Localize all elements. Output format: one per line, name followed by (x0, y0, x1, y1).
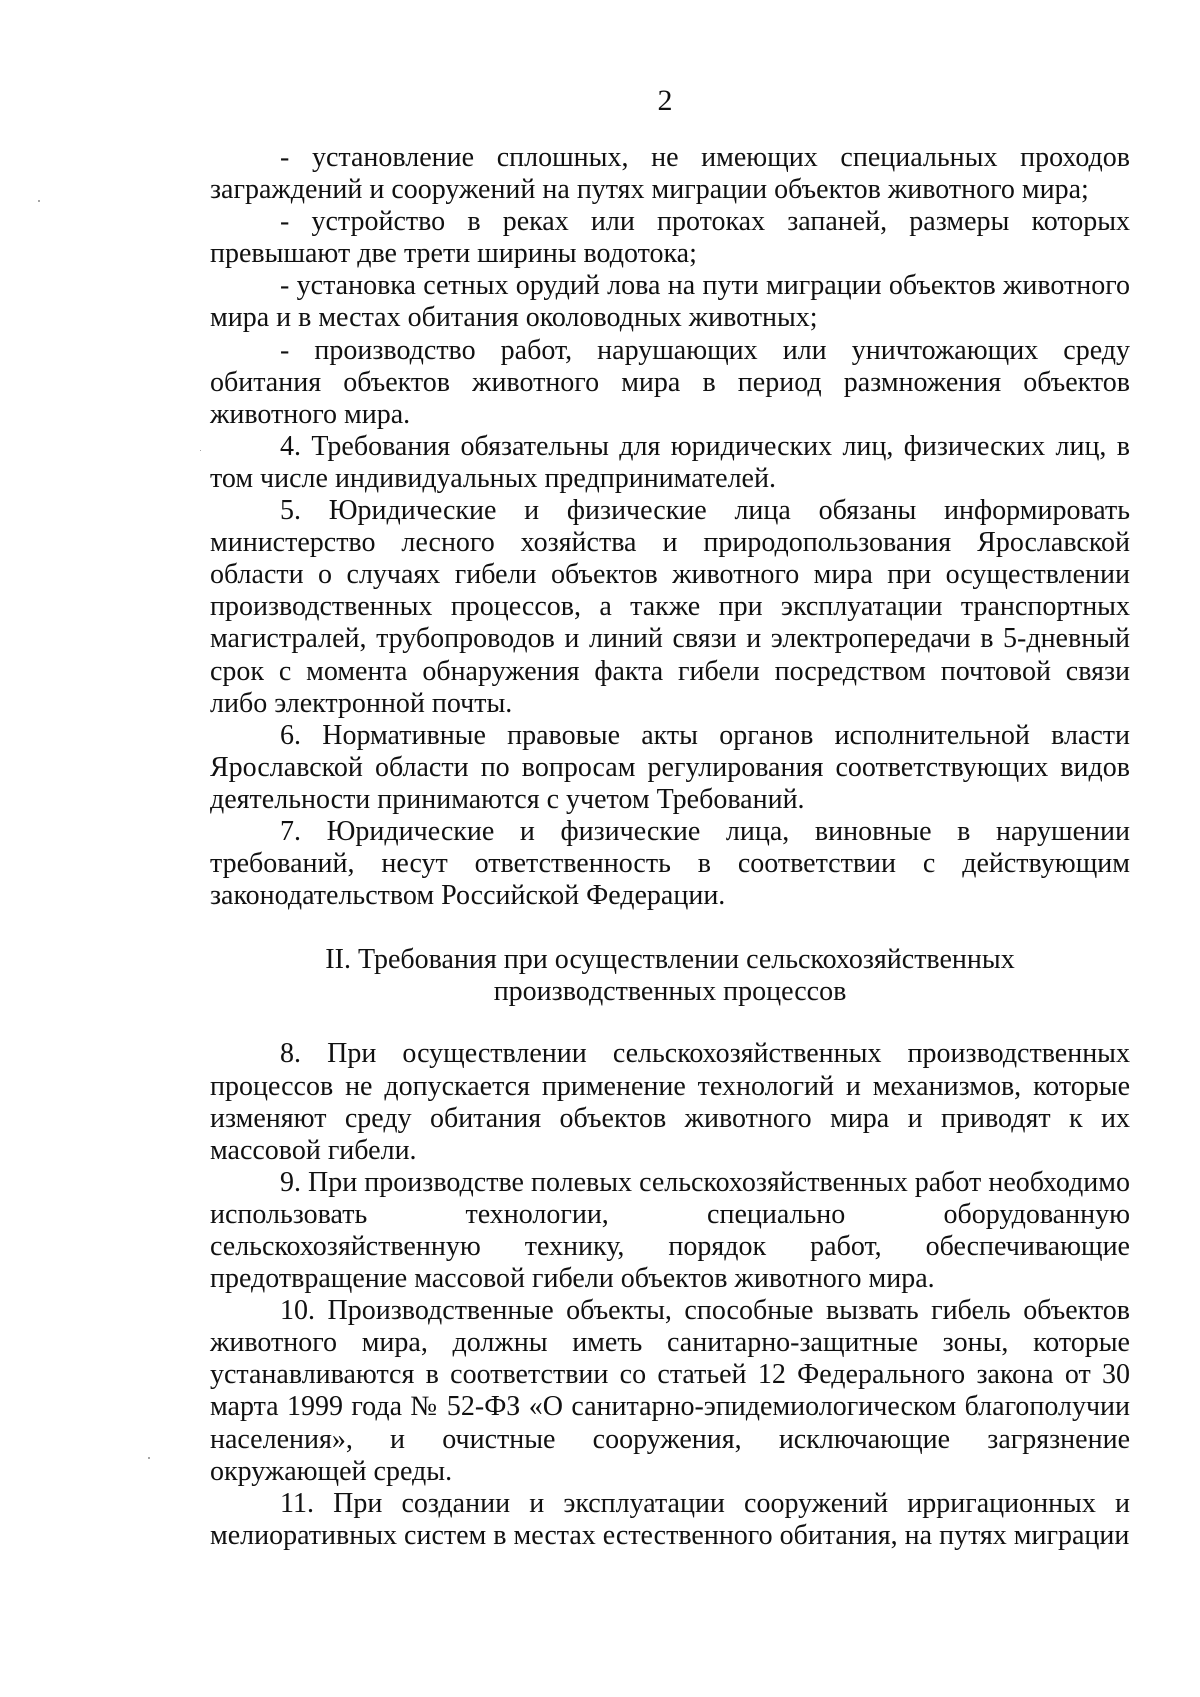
clause-5: 5. Юридические и физические лица обязаны информировать министерство лесного хозяйства и природопользования Ярославской области о случаях гибели объектов животного мира при осуществлении производственных процессов, а также при эксплуатации транспортных магистралей, трубопроводов и линий связи и электропередачи в 5-дневный срок с момента обнаружения факта гибели посредством почтовой связи либо электронной почты. (210, 495, 1130, 719)
list-item-works: - производство работ, нарушающих или уничтожающих среду обитания объектов животного мира в период размножения объектов животного мира. (210, 334, 1130, 430)
clause-8: 8. При осуществлении сельскохозяйственных производственных процессов не допускается применение технологий и механизмов, которые изменяют среду обитания объектов животного мира и приводят к их массовой гибели. (210, 1038, 1130, 1166)
page-number: 2 (657, 84, 673, 117)
clause-7: 7. Юридические и физические лица, виновные в нарушении требований, несут ответственность в соответствии с действующим законодательством Российской Федерации. (210, 815, 1130, 912)
section-heading (210, 944, 1130, 1008)
clause-6: 6. Нормативные правовые акты органов исполнительной власти Ярославской области по вопросам регулирования соответствующих видов деятельности принимаются с учетом Требований. (210, 719, 1130, 815)
clause-10: 10. Производственные объекты, способные вызвать гибель объектов животного мира, должны иметь санитарно-защитные зоны, которые устанавливаются в соответствии со статьей 12 Федерального закона от 30 марта 1999 года № 52-ФЗ «О санитарно-эпидемиологическом благополучии населения», и очистные сооружения, исключающие загрязнение окружающей среды. (210, 1295, 1130, 1487)
list-item-nets: - установка сетных орудий лова на пути миграции объектов животного мира и в местах обитания околоводных животных; (210, 270, 1130, 334)
list-item-booms: - устройство в реках или протоках запаней, размеры которых превышают две трети ширины водотока; (210, 206, 1130, 270)
scan-speck (148, 1457, 150, 1459)
clause-11: 11. При создании и эксплуатации сооружений ирригационных и мелиоративных систем в местах естественного обитания, на путях миграции (210, 1487, 1130, 1551)
list-item-fences: - установление сплошных, не имеющих специальных проходов заграждений и сооружений на путях миграции объектов животного мира; (210, 142, 1130, 206)
scan-speck (200, 450, 201, 451)
section-heading-line-2: производственных процессов (493, 976, 847, 1008)
document-body (210, 142, 1130, 1552)
clause-4: 4. Требования обязательны для юридических лиц, физических лиц, в том числе индивидуальных предпринимателей. (210, 430, 1130, 494)
scan-speck (38, 200, 40, 202)
clause-9: 9. При производстве полевых сельскохозяйственных работ необходимо использовать технологии, специально оборудованную сельскохозяйственную технику, порядок работ, обеспечивающие предотвращение массовой гибели объектов животного мира. (210, 1166, 1130, 1295)
section-heading-line-1: II. Требования при осуществлении сельскохозяйственных (325, 944, 1015, 976)
